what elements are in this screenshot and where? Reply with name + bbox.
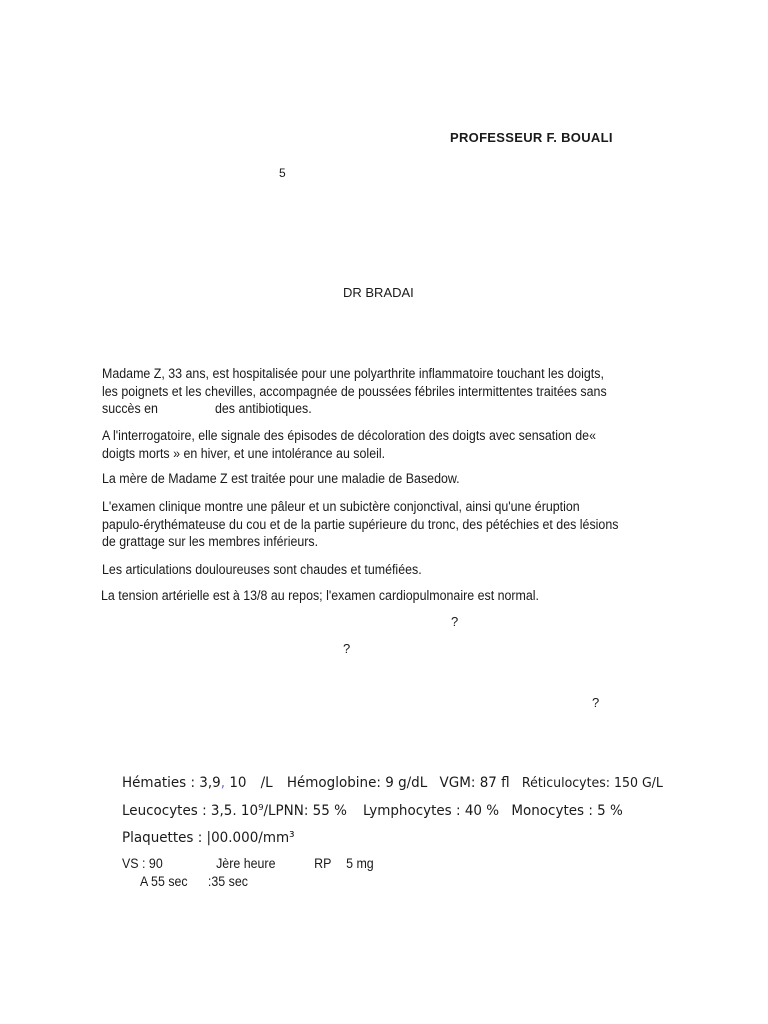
- case-paragraph-3: [102, 470, 617, 488]
- hematies-comma: ,: [220, 775, 226, 791]
- hemoglobine-value: Hémoglobine: 9 g/dL: [286, 775, 428, 791]
- question-mark-1: ?: [451, 614, 459, 629]
- case-p2-line2: doigts morts » en hiver, et une intolérance au soleil.: [102, 445, 386, 461]
- page-number: 5: [279, 166, 286, 180]
- hematies-unit: /L: [260, 775, 273, 791]
- lab-line-hematies: [122, 775, 663, 791]
- question-mark-3: ?: [592, 695, 600, 710]
- case-p4-line3: de grattage sur les membres inférieurs.: [102, 534, 319, 549]
- case-p4-line1: L'examen clinique montre une pâleur et un subictère conjonctival, ainsi qu'une éruption: [102, 499, 580, 514]
- rp-value: 5 mg: [346, 856, 374, 871]
- leucocytes-value: Leucocytes : 3,5. 10⁹/LPNN: 55 %: [122, 803, 347, 819]
- professor-header: PROFESSEUR F. BOUALI: [450, 130, 613, 145]
- lab-line-sec: [140, 874, 248, 889]
- reticulocytes-value: Réticulocytes: 150 G/L: [521, 775, 663, 791]
- case-paragraph-4: [102, 498, 617, 551]
- case-paragraph-1: [102, 365, 617, 418]
- lab-line-leucocytes: [122, 803, 623, 819]
- sec2-value: :35 sec: [207, 874, 248, 889]
- case-paragraph-2: [102, 427, 617, 462]
- vs-hour: Jère heure: [216, 856, 276, 871]
- case-p1-line3: [102, 400, 617, 418]
- case-p4-line2: papulo-érythémateuse du cou et de la partie supérieure du tronc, des pétéchies et des lésions: [102, 516, 619, 532]
- vgm-value: VGM: 87 fl: [439, 775, 510, 791]
- case-p6-line: La tension artérielle est à 13/8 au repos; l'examen cardiopulmonaire est normal.: [101, 588, 540, 603]
- case-p1-line3b: des antibiotiques.: [214, 401, 312, 416]
- hematies-exponent: 10: [229, 775, 247, 791]
- lab-line-vs: [122, 856, 374, 871]
- plaquettes-value: Plaquettes : |00.000/mm³: [122, 830, 295, 846]
- question-mark-2: ?: [343, 641, 351, 656]
- case-p3-line: La mère de Madame Z est traitée pour une maladie de Basedow.: [102, 471, 460, 486]
- case-p2-line1: A l'interrogatoire, elle signale des épisodes de décoloration des doigts avec sensation de«: [102, 428, 596, 443]
- case-paragraph-6: [101, 587, 616, 605]
- monocytes-value: Monocytes : 5 %: [511, 803, 623, 819]
- case-p5-line: Les articulations douloureuses sont chaudes et tuméfiées.: [102, 562, 422, 577]
- rp-label: RP: [314, 856, 332, 871]
- case-paragraph-5: [102, 561, 617, 579]
- doctor-name: DR BRADAI: [343, 285, 414, 300]
- case-p1-line1: Madame Z, 33 ans, est hospitalisée pour une polyarthrite inflammatoire touchant les doigts,: [102, 366, 604, 381]
- case-p1-line3a: succès en: [102, 401, 158, 416]
- case-p1-line2: les poignets et les chevilles, accompagnée de poussées fébriles intermittentes traitées sans: [102, 383, 607, 399]
- lymphocytes-value: Lymphocytes : 40 %: [362, 803, 500, 819]
- a-sec-value: A 55 sec: [140, 874, 188, 889]
- lab-line-plaquettes: [122, 830, 295, 846]
- hematies-value: Hématies : 3,9: [122, 775, 221, 791]
- vs-value: VS : 90: [122, 856, 163, 871]
